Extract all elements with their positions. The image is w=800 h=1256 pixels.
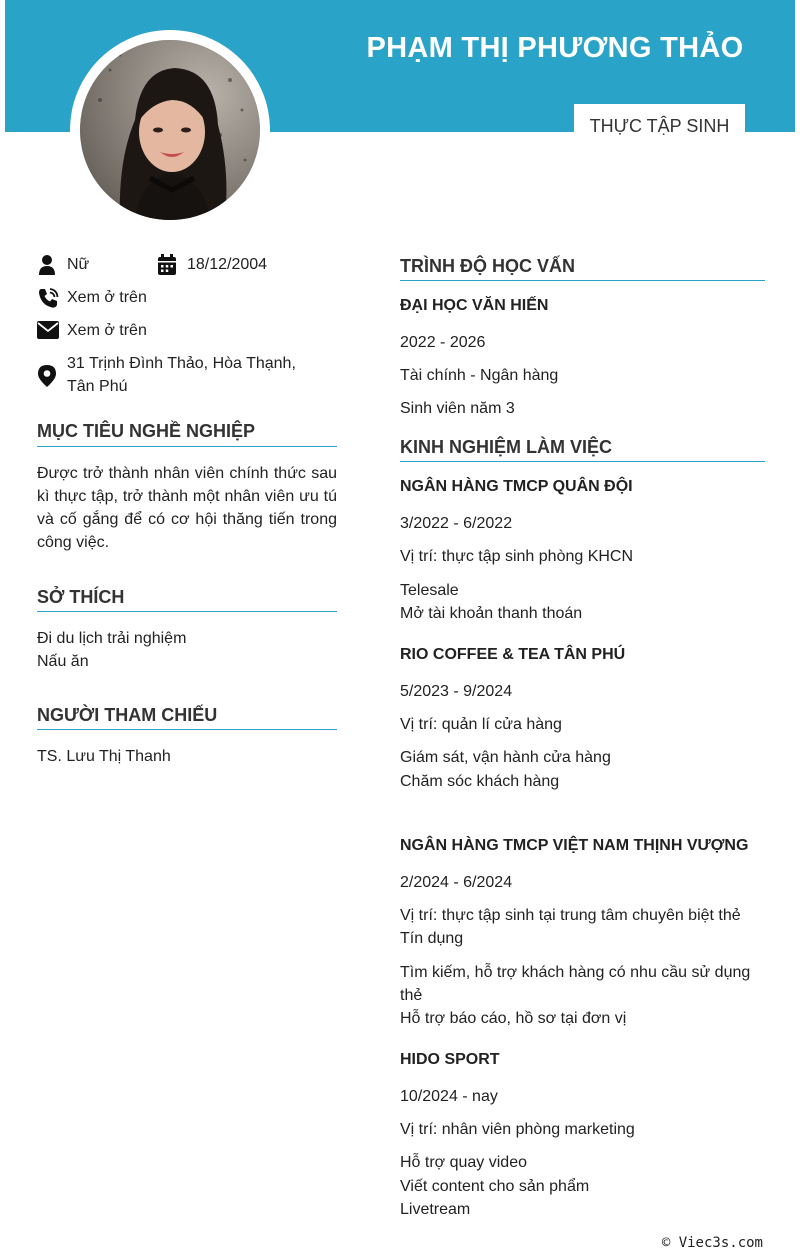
- job-company: NGÂN HÀNG TMCP QUÂN ĐỘI: [400, 478, 633, 495]
- experience-title: KINH NGHIỆM LÀM VIỆC: [400, 437, 613, 457]
- objective-divider: [37, 446, 337, 447]
- job-position: Vị trí: quản lí cửa hàng: [400, 716, 562, 733]
- job-duty: Viết content cho sản phẩm: [400, 1178, 590, 1195]
- job-company: RIO COFFEE & TEA TÂN PHÚ: [400, 646, 626, 663]
- objective-text: Được trở thành nhân viên chính thức sau kì thực tập, trở thành một nhân viên ưu tú và cố gắng để có cơ hội thăng tiến trong công việc.: [37, 465, 337, 551]
- footer-watermark: © Viec3s.com: [661, 1235, 763, 1251]
- references-title: NGƯỜI THAM CHIẾU: [37, 705, 218, 725]
- job-duty: Chăm sóc khách hàng: [400, 773, 560, 790]
- dob-value: 18/12/2004: [187, 256, 268, 273]
- education-title: TRÌNH ĐỘ HỌC VẤN: [400, 256, 575, 276]
- education-major: Tài chính - Ngân hàng: [400, 367, 559, 384]
- reference-item: TS. Lưu Thị Thanh: [37, 748, 171, 765]
- job-position: Vị trí: thực tập sinh tại trung tâm chuyên biệt thẻ: [400, 907, 741, 924]
- hobby-item: Đi du lịch trải nghiệm: [37, 630, 187, 647]
- job-period: 3/2022 - 6/2022: [400, 515, 513, 532]
- job-duty: Tìm kiếm, hỗ trợ khách hàng có nhu cầu sử dụng: [400, 964, 751, 981]
- job-period: 5/2023 - 9/2024: [400, 683, 513, 700]
- job-position-cont: Tín dụng: [400, 930, 464, 947]
- candidate-name: PHẠM THỊ PHƯƠNG THẢO: [366, 32, 744, 64]
- phone-icon: [37, 287, 59, 309]
- phone-value: Xem ở trên: [67, 289, 147, 306]
- email-value: Xem ở trên: [67, 322, 147, 339]
- gender-value: Nữ: [67, 256, 90, 273]
- education-note: Sinh viên năm 3: [400, 400, 515, 417]
- job-position: Vị trí: nhân viên phòng marketing: [400, 1121, 635, 1138]
- job-duty: Telesale: [400, 582, 459, 599]
- job-duty-cont: thẻ: [400, 987, 423, 1004]
- job-company: NGÂN HÀNG TMCP VIỆT NAM THỊNH VƯỢNG: [400, 837, 749, 854]
- location-icon: [38, 365, 60, 387]
- job-period: 2/2024 - 6/2024: [400, 874, 513, 891]
- job-duty: Giám sát, vận hành cửa hàng: [400, 749, 611, 766]
- address-line-1: 31 Trịnh Đình Thảo, Hòa Thạnh,: [67, 355, 296, 372]
- calendar-icon: [157, 254, 179, 276]
- job-duty: Mở tài khoản thanh thoán: [400, 605, 583, 622]
- references-divider: [37, 729, 337, 730]
- job-duty: Hỗ trợ báo cáo, hồ sơ tại đơn vị: [400, 1010, 627, 1027]
- education-period: 2022 - 2026: [400, 334, 486, 351]
- job-title: THỰC TẬP SINH: [574, 104, 745, 140]
- job-position: Vị trí: thực tập sinh phòng KHCN: [400, 548, 634, 565]
- job-company: HIDO SPORT: [400, 1051, 500, 1068]
- hobbies-divider: [37, 611, 337, 612]
- objective-title: MỤC TIÊU NGHỀ NGHIỆP: [37, 421, 256, 441]
- experience-divider: [400, 461, 765, 462]
- hobby-item: Nấu ăn: [37, 653, 89, 670]
- job-duty: Hỗ trợ quay video: [400, 1154, 527, 1171]
- person-icon: [37, 254, 59, 276]
- hobbies-title: SỞ THÍCH: [37, 587, 125, 607]
- school-name: ĐẠI HỌC VĂN HIẾN: [400, 297, 549, 314]
- avatar: [80, 40, 260, 220]
- job-duty: Livetream: [400, 1201, 471, 1218]
- mail-icon: [37, 321, 59, 343]
- education-divider: [400, 280, 765, 281]
- job-period: 10/2024 - nay: [400, 1088, 498, 1105]
- address-line-2: Tân Phú: [67, 378, 128, 395]
